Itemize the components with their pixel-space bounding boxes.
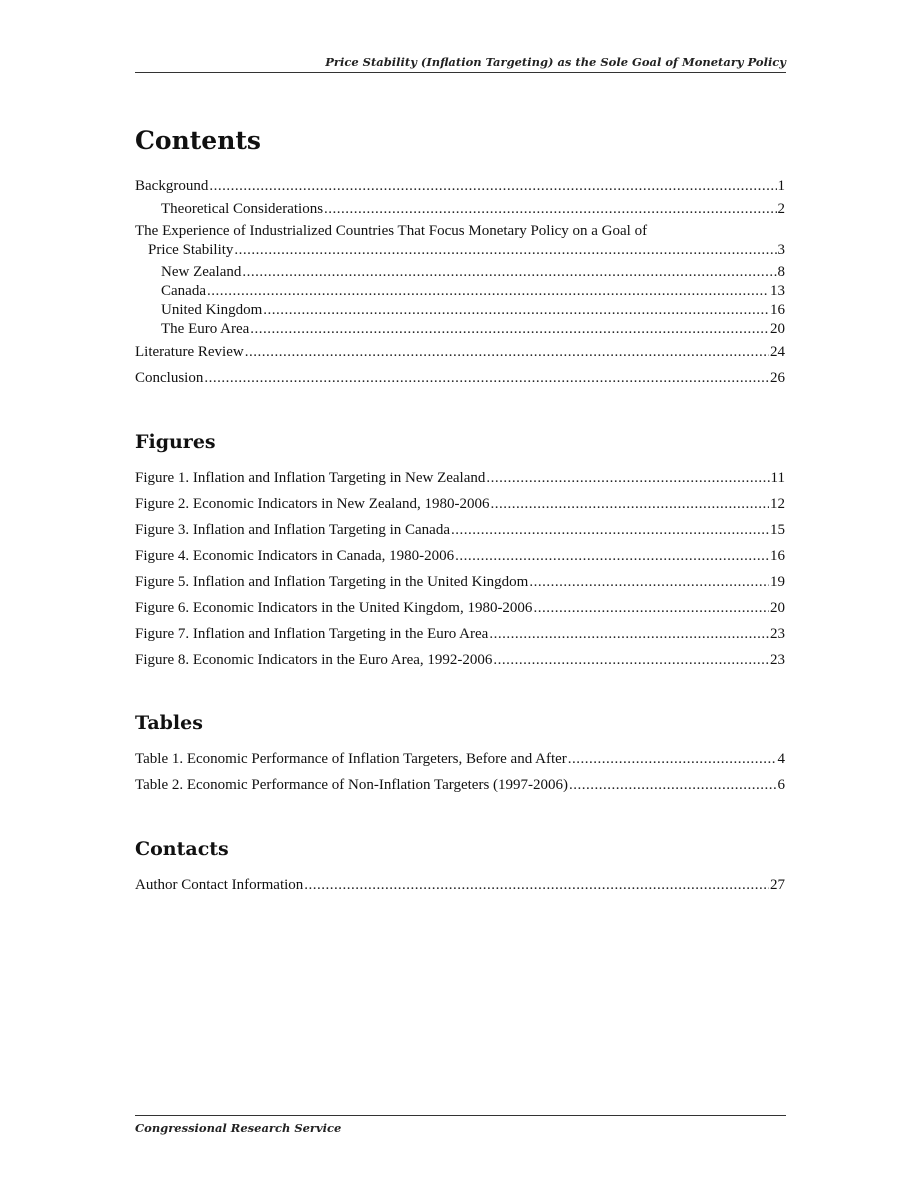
figure-entry[interactable] [135,625,785,644]
toc-entry-experience-price-stability[interactable] [135,241,785,260]
toc-entry-page: 16 [770,302,785,318]
toc-entry-label: The Euro Area [161,321,250,337]
figure-entry[interactable] [135,521,785,540]
figure-entry-page: 19 [770,574,785,590]
toc-entry-canada[interactable] [135,282,785,301]
table-entry-page: 6 [777,777,785,793]
toc-entry-new-zealand[interactable] [135,263,785,282]
figure-entry-label: Figure 2. Economic Indicators in New Zealand, 1980-2006 [135,496,490,512]
toc-entry-united-kingdom[interactable] [135,301,785,320]
dot-leader [207,282,769,301]
toc-entry-experience-line1[interactable]: The Experience of Industrialized Countries That Focus Monetary Policy on a Goal of [135,223,648,239]
figure-entry-page: 11 [770,470,785,486]
figure-entry[interactable] [135,599,785,618]
dot-leader [533,599,769,618]
dot-leader [455,547,769,566]
figure-entry-label: Figure 5. Inflation and Inflation Targeting in the United Kingdom [135,574,529,590]
dot-leader [491,495,770,514]
toc-entry-background[interactable] [135,177,785,196]
table-entry[interactable] [135,750,785,769]
dot-leader [250,320,769,339]
toc-entry-page: 3 [777,242,785,258]
contents-heading: Contents [135,126,262,155]
dot-leader [234,241,776,260]
dot-leader [568,750,777,769]
toc-entry-page: 1 [777,178,785,194]
toc-entry-page: 8 [777,264,785,280]
toc-entry-label: Theoretical Considerations [161,201,324,217]
contact-entry-label: Author Contact Information [135,877,304,893]
table-entry[interactable] [135,776,785,795]
toc-entry-literature-review[interactable] [135,343,785,362]
figure-entry-label: Figure 6. Economic Indicators in the United Kingdom, 1980-2006 [135,600,533,616]
tables-heading: Tables [135,712,203,734]
figure-entry[interactable] [135,469,785,488]
dot-leader [245,343,769,362]
figure-entry-label: Figure 7. Inflation and Inflation Targeting in the Euro Area [135,626,489,642]
footer-rule [135,1115,786,1116]
toc-entry-theoretical-considerations[interactable] [135,200,785,219]
table-entry-page: 4 [777,751,785,767]
figure-entry-label: Figure 3. Inflation and Inflation Targeting in Canada [135,522,450,538]
figure-entry-page: 16 [770,548,785,564]
toc-entry-page: 24 [770,344,785,360]
dot-leader [324,200,776,219]
toc-entry-page: 2 [777,201,785,217]
contacts-heading: Contacts [135,838,229,860]
toc-entry-label: United Kingdom [161,302,263,318]
figure-entry-label: Figure 8. Economic Indicators in the Euro Area, 1992-2006 [135,652,493,668]
toc-entry-label: Conclusion [135,370,204,386]
running-header: Price Stability (Inflation Targeting) as the Sole Goal of Monetary Policy [325,55,786,69]
toc-entry-label: Background [135,178,209,194]
table-entry-label: Table 2. Economic Performance of Non-Inflation Targeters (1997-2006) [135,777,569,793]
dot-leader [304,876,769,895]
dot-leader [529,573,769,592]
running-footer: Congressional Research Service [135,1121,342,1135]
dot-leader [493,651,769,670]
toc-entry-page: 26 [770,370,785,386]
figure-entry-page: 12 [770,496,785,512]
toc-entry-conclusion[interactable] [135,369,785,388]
contact-entry-page: 27 [770,877,785,893]
dot-leader [242,263,776,282]
dot-leader [263,301,769,320]
table-entry-label: Table 1. Economic Performance of Inflation Targeters, Before and After [135,751,567,767]
toc-entry-page: 13 [770,283,785,299]
dot-leader [486,469,769,488]
header-rule [135,72,786,73]
dot-leader [569,776,776,795]
toc-entry-label: New Zealand [161,264,242,280]
figure-entry-page: 20 [770,600,785,616]
toc-entry-label: Literature Review [135,344,244,360]
figure-entry-page: 15 [770,522,785,538]
contact-entry[interactable] [135,876,785,895]
toc-entry-label: Canada [161,283,206,299]
toc-entry-label: Price Stability [148,242,234,258]
figure-entry-label: Figure 1. Inflation and Inflation Targeting in New Zealand [135,470,486,486]
figure-entry[interactable] [135,495,785,514]
figure-entry-label: Figure 4. Economic Indicators in Canada, 1980-2006 [135,548,455,564]
dot-leader [204,369,769,388]
dot-leader [209,177,776,196]
toc-entry-page: 20 [770,321,785,337]
figure-entry[interactable] [135,547,785,566]
figure-entry[interactable] [135,573,785,592]
figure-entry-page: 23 [770,626,785,642]
toc-entry-euro-area[interactable] [135,320,785,339]
dot-leader [451,521,769,540]
figures-heading: Figures [135,431,216,453]
figure-entry-page: 23 [770,652,785,668]
dot-leader [489,625,769,644]
figure-entry[interactable] [135,651,785,670]
